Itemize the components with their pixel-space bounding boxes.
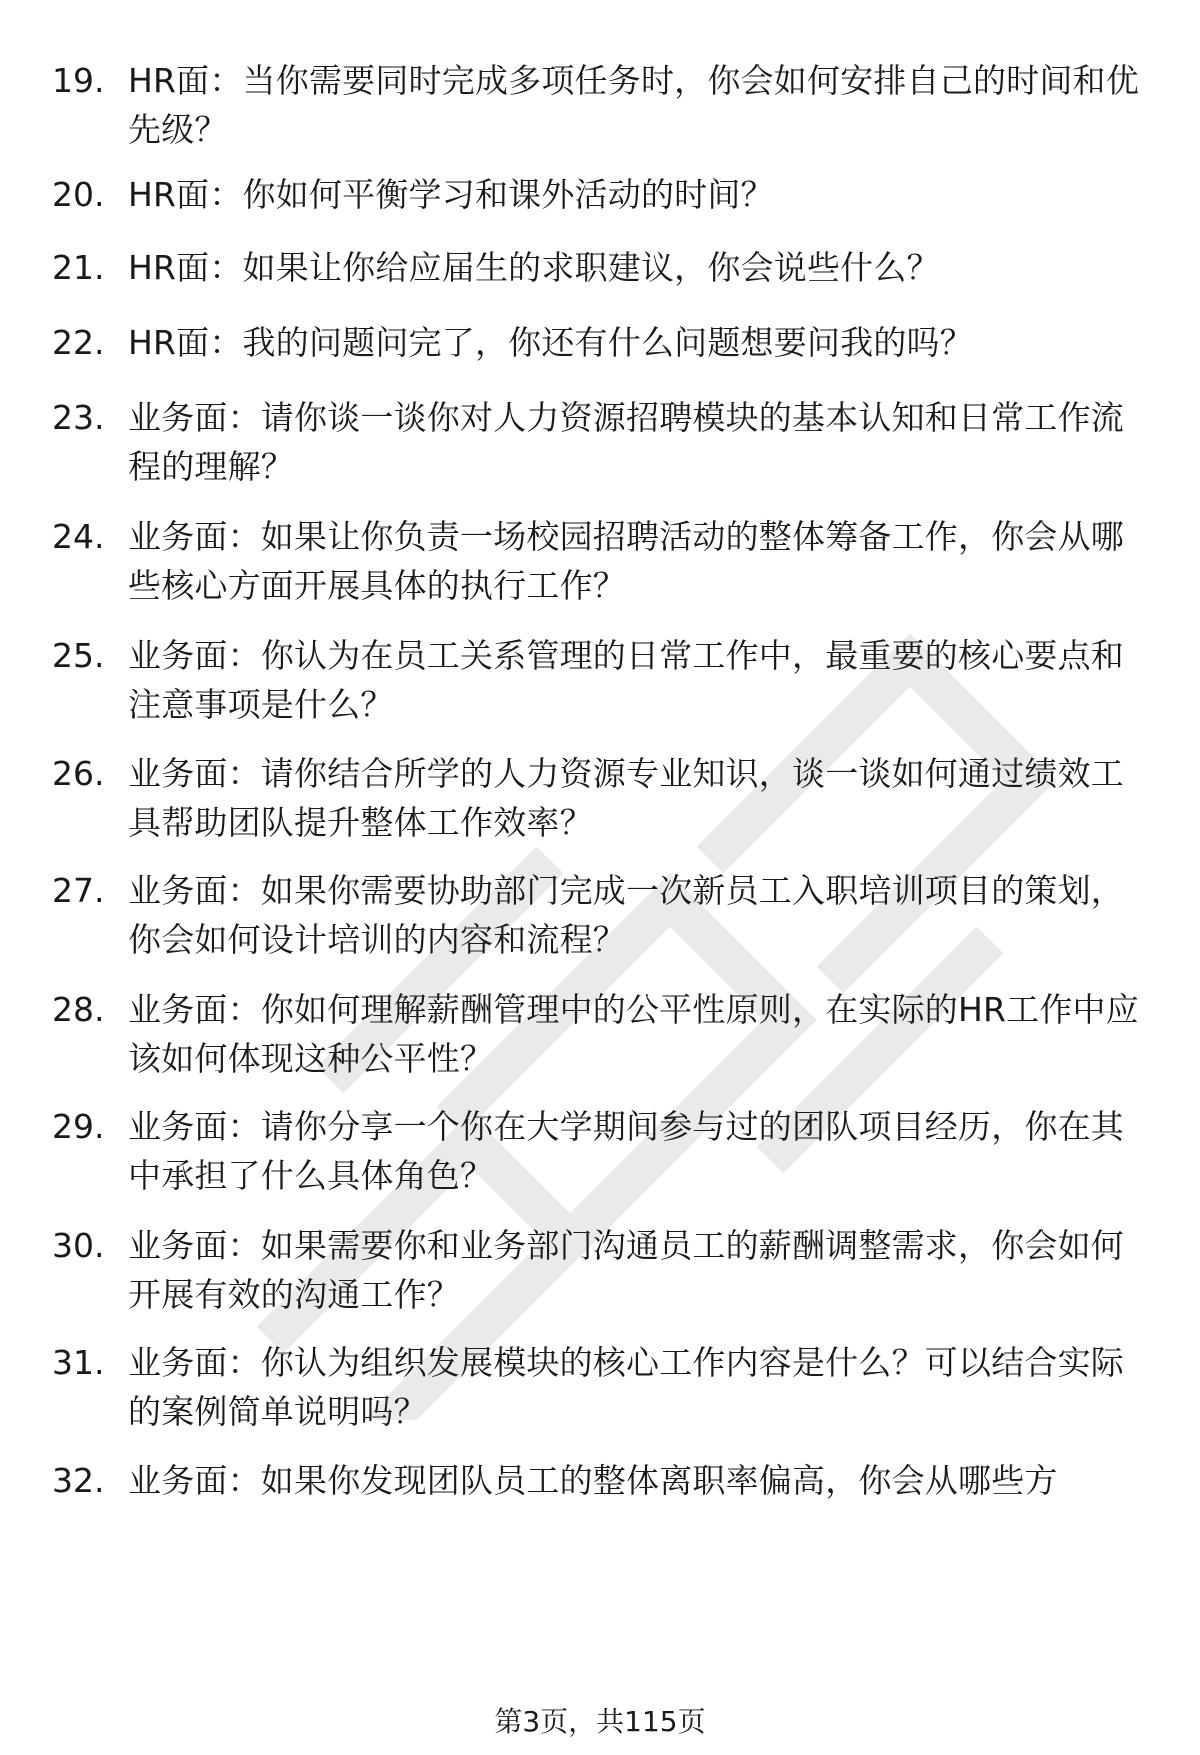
question-number: 30.: [52, 1226, 105, 1265]
question-number: 19.: [52, 61, 105, 100]
question-text: 业务面：请你结合所学的人力资源专业知识，谈一谈如何通过绩效工具帮助团队提升整体工作效率？: [128, 754, 1124, 842]
question-number: 29.: [52, 1107, 105, 1146]
question-number: 22.: [52, 323, 105, 362]
question-text: HR面：你如何平衡学习和课外活动的时间？: [128, 175, 774, 214]
question-number: 28.: [52, 990, 105, 1029]
question-number: 31.: [52, 1343, 105, 1382]
question-text: 业务面：请你谈一谈你对人力资源招聘模块的基本认知和日常工作流程的理解？: [128, 398, 1124, 486]
question-number: 32.: [52, 1461, 105, 1500]
question-number: 25.: [52, 636, 105, 675]
question-text: 业务面：你如何理解薪酬管理中的公平性原则，在实际的HR工作中应该如何体现这种公平性？: [128, 990, 1139, 1078]
question-text: 业务面：请你分享一个你在大学期间参与过的团队项目经历，你在其中承担了什么具体角色？: [128, 1107, 1124, 1195]
question-number: 23.: [52, 398, 105, 437]
question-text: 业务面：如果你发现团队员工的整体离职率偏高，你会从哪些方: [128, 1461, 1058, 1500]
question-number: 20.: [52, 175, 105, 214]
question-number: 26.: [52, 754, 105, 793]
question-text: 业务面：你认为组织发展模块的核心工作内容是什么？可以结合实际的案例简单说明吗？: [128, 1343, 1124, 1431]
question-number: 24.: [52, 517, 105, 556]
question-text: HR面：当你需要同时完成多项任务时，你会如何安排自己的时间和优先级？: [128, 61, 1139, 149]
page-number-footer: 第3页，共115页: [494, 1705, 706, 1738]
question-text: 业务面：你认为在员工关系管理的日常工作中，最重要的核心要点和注意事项是什么？: [128, 636, 1124, 724]
question-text: HR面：如果让你给应届生的求职建议，你会说些什么？: [128, 248, 940, 287]
question-number: 27.: [52, 871, 105, 910]
question-text: 业务面：如果需要你和业务部门沟通员工的薪酬调整需求，你会如何开展有效的沟通工作？: [128, 1226, 1124, 1314]
question-text: HR面：我的问题问完了，你还有什么问题想要问我的吗？: [128, 323, 973, 362]
question-text: 业务面：如果你需要协助部门完成一次新员工入职培训项目的策划，你会如何设计培训的内容和流程？: [128, 871, 1124, 959]
question-number: 21.: [52, 248, 105, 287]
question-text: 业务面：如果让你负责一场校园招聘活动的整体筹备工作，你会从哪些核心方面开展具体的执行工作？: [128, 517, 1124, 605]
